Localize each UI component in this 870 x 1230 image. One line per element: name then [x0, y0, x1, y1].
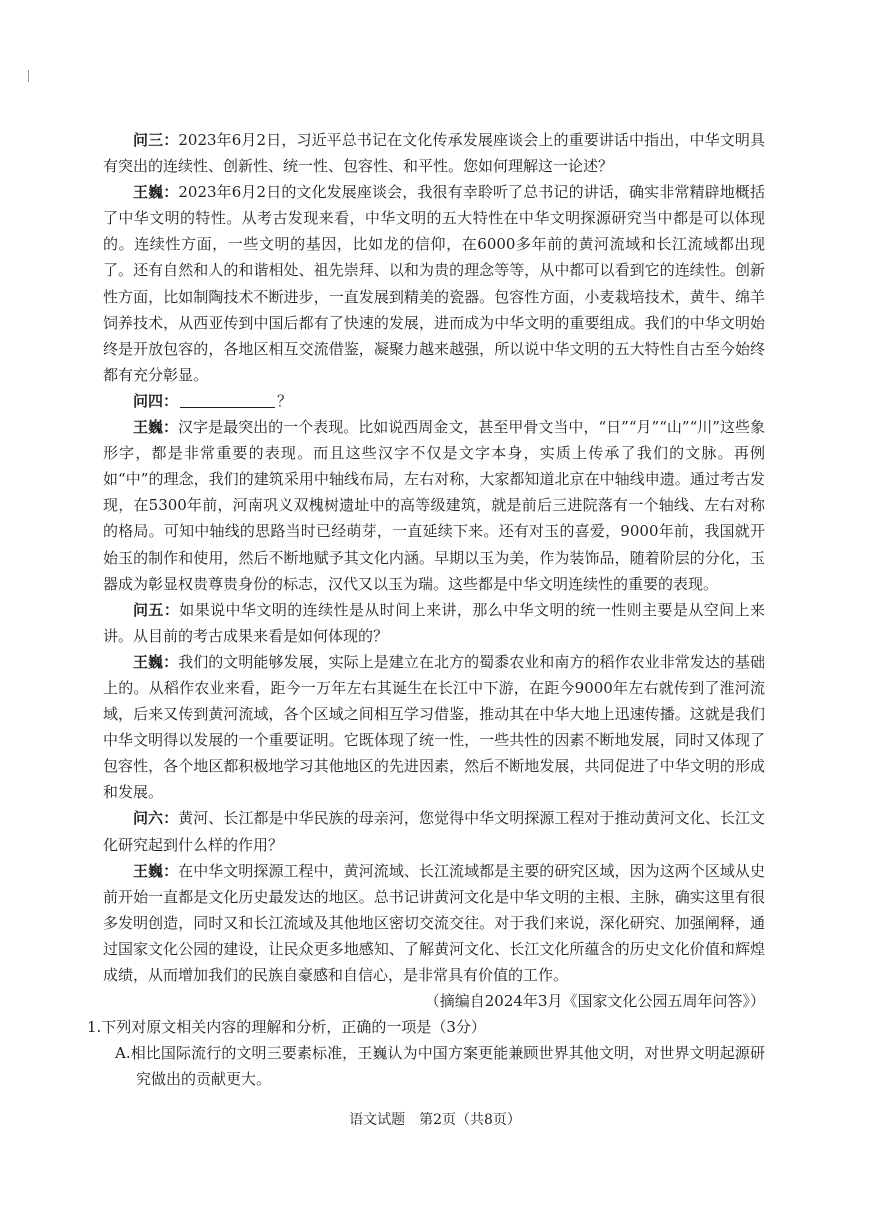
speaker-label: 问五： — [133, 600, 180, 619]
paragraph-text: 汉字是最突出的一个表现。比如说西周金文，甚至甲骨文当中，“日”“月”“山”“川”这些象形字，都是非常重要的表现。而且这些汉字不仅是文字本身，实质上传承了我们的文脉。再例如“中”的理念，我们的建筑采用中轴线布局，左右对称，大家都知道北京在中轴线申遗。通过考古发现，在5300年前，河南巩义双槐树遗址中的高等级建筑，就是前后三进院落有一个轴线、左右对称的格局。可知中轴线的思路当时已经萌芽，一直延续下来。还有对玉的喜爱，9000年前，我国就开始玉的制作和使用，然后不断地赋予其文化内涵。早期以玉为美，作为装饰品，随着阶层的分化，玉器成为彰显权贵尊贵身份的标志，汉代又以玉为瑞。这些都是中华文明连续性的重要的表现。 — [103, 418, 765, 593]
paragraph-answer-6 — [103, 858, 765, 988]
paragraph-question-3 — [103, 127, 765, 179]
paragraph-text: 黄河、长江都是中华民族的母亲河，您觉得中华文明探源工程对于推动黄河文化、长江文化研究起到什么样的作用？ — [103, 809, 765, 854]
article-body — [87, 127, 765, 1092]
speaker-label: 王巍： — [133, 418, 179, 437]
paragraph-text: 2023年6月2日的文化发展座谈会，我很有幸聆听了总书记的讲话，确实非常精辟地概括了中华文明的特性。从考古发现来看，中华文明的五大特性在中华文明探源研究当中都是可以体现的。连续性方面，一些文明的基因，比如龙的信仰，在6000多年前的黄河流域和长江流域都出现了。还有自然和人的和谐相处、祖先崇拜、以和为贵的理念等等，从中都可以看到它的连续性。创新性方面，比如制陶技术不断进步，一直发展到精美的瓷器。包容性方面，小麦栽培技术，黄牛、绵羊饲养技术，从西亚传到中国后都有了快速的发展，进而成为中华文明的重要组成。我们的中华文明始终是开放包容的，各地区相互交流借鉴，凝聚力越来越强，所以说中华文明的五大特性自古至今始终都有充分彰显。 — [103, 183, 765, 384]
paragraph-answer-3 — [103, 179, 765, 388]
paragraph-question-4 — [103, 388, 765, 414]
paragraph-answer-5 — [103, 649, 765, 806]
page-footer: 语文试题 第2页（共8页） — [349, 1112, 521, 1128]
paragraph-text: 在中华文明探源工程中，黄河流域、长江流域都是主要的研究区域，因为这两个区域从史前开始一直都是文化历史最发达的地区。总书记讲黄河文化是中华文明的主根、主脉，确实这里有很多发明创造，同时又和长江流域及其他地区密切交流交往。对于我们来说，深化研究、加强阐释，通过国家文化公园的建设，让民众更多地感知、了解黄河文化、长江文化所蕴含的历史文化价值和辉煌成绩，从而增加我们的民族自豪感和自信心，是非常具有价值的工作。 — [103, 861, 765, 984]
paragraph-text: 如果说中华文明的连续性是从时间上来讲，那么中华文明的统一性则主要是从空间上来讲。从目前的考古成果来看是如何体现的？ — [103, 600, 765, 645]
speaker-label: 王巍： — [133, 652, 179, 671]
paragraph-answer-4 — [103, 414, 765, 597]
paragraph-question-6 — [103, 805, 765, 857]
paragraph-question-5 — [103, 597, 765, 649]
fill-in-blank — [180, 391, 275, 408]
question-mark: ？ — [277, 391, 293, 410]
speaker-label: 问四： — [133, 391, 179, 410]
speaker-label: 王巍： — [133, 183, 179, 202]
source-citation: （摘编自2024年3月《国家文化公园五周年问答》） — [424, 992, 765, 1011]
question-1-stem: 1.下列对原文相关内容的理解和分析，正确的一项是（3分） — [87, 1018, 486, 1037]
paragraph-text: 我们的文明能够发展，实际上是建立在北方的蜀黍农业和南方的稻作农业非常发达的基础上的。从稻作农业来看，距今一万年左右其诞生在长江中下游，在距今9000年左右就传到了淮河流域，后来又传到黄河流域，各个区域之间相互学习借鉴，推动其在中华大地上迅速传播。这就是我们中华文明得以发展的一个重要证明。它既体现了统一性，一些共性的因素不断地发展，同时又体现了包容性，各个地区都积极地学习其他地区的先进因素，然后不断地发展，共同促进了中华文明的形成和发展。 — [103, 652, 765, 802]
speaker-label: 问六： — [133, 809, 179, 828]
option-a: A.相比国际流行的文明三要素标准，王巍认为中国方案更能兼顾世界其他文明，对世界文明起源研究做出的贡献更大。 — [115, 1044, 765, 1089]
speaker-label: 问三： — [133, 131, 179, 149]
paragraph-text: 2023年6月2日，习近平总书记在文化传承发展座谈会上的重要讲话中指出，中华文明具有突出的连续性、创新性、统一性、包容性、和平性。您如何理解这一论述？ — [103, 131, 765, 176]
speaker-label: 王巍： — [133, 861, 179, 880]
scan-mark — [28, 70, 29, 82]
